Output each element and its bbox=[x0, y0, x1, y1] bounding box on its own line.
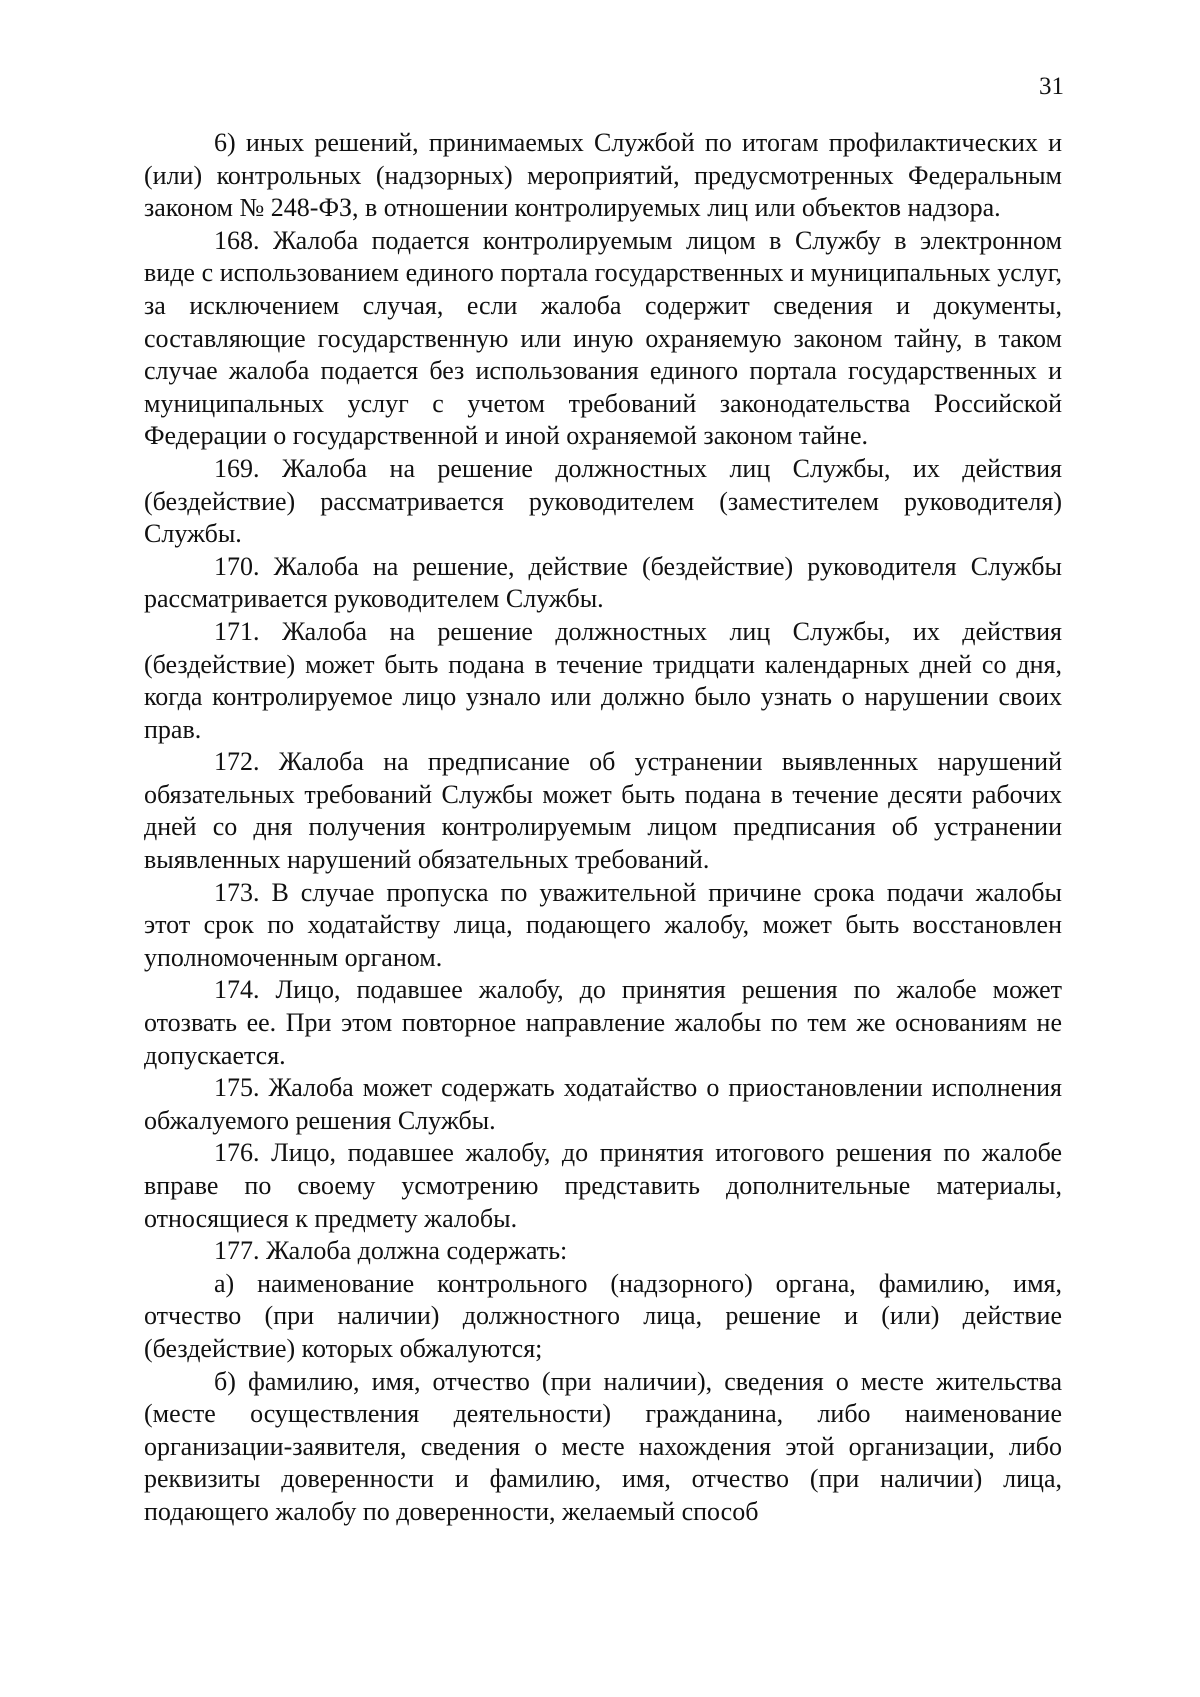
paragraph-170: 170. Жалоба на решение, действие (бездействие) руководителя Службы рассматривается руководителем Службы. bbox=[144, 551, 1062, 614]
paragraph-175: 175. Жалоба может содержать ходатайство о приостановлении исполнения обжалуемого решения Службы. bbox=[144, 1073, 1062, 1135]
paragraph-172: 172. Жалоба на предписание об устранении выявленных нарушений обязательных требований Службы может быть подана в течение десяти рабочих дней со дня получения контролируемым лицом предписания об устранении выявленных нарушений обязательных требований. bbox=[144, 747, 1062, 875]
page-number: 31 bbox=[1039, 73, 1064, 100]
paragraph-174: 174. Лицо, подавшее жалобу, до принятия решения по жалобе может отозвать ее. При этом повторное направление жалобы по тем же основаниям не допускается. bbox=[144, 975, 1062, 1070]
document-body bbox=[144, 127, 1062, 1529]
paragraph-177: 177. Жалоба должна содержать: bbox=[214, 1236, 568, 1266]
paragraph-171: 171. Жалоба на решение должностных лиц Службы, их действия (бездействие) может быть подана в течение тридцати календарных дней со дня, когда контролируемое лицо узнало или должно было узнать о нарушении своих прав. bbox=[144, 616, 1062, 744]
paragraph-169: 169. Жалоба на решение должностных лиц Службы, их действия (бездействие) рассматривается руководителем (заместителем руководителя) Службы. bbox=[144, 453, 1062, 549]
paragraph-177-b: б) фамилию, имя, отчество (при наличии), сведения о месте жительства (месте осуществления деятельности) гражданина, либо наименование организации-заявителя, сведения о месте нахождения этой организации, либо реквизиты доверенности и фамилию, имя, отчество (при наличии) лица, подающего жалобу по доверенности, желаемый способ bbox=[144, 1366, 1062, 1526]
paragraph-176: 176. Лицо, подавшее жалобу, до принятия итогового решения по жалобе вправе по своему усмотрению представить дополнительные материалы, относящиеся к предмету жалобы. bbox=[144, 1138, 1062, 1233]
paragraph-173: 173. В случае пропуска по уважительной причине срока подачи жалобы этот срок по ходатайству лица, подающего жалобу, может быть восстановлен уполномоченным органом. bbox=[144, 877, 1062, 972]
paragraph-177-a: а) наименование контрольного (надзорного) органа, фамилию, имя, отчество (при наличии) должностного лица, решение и (или) действие (бездействие) которых обжалуются; bbox=[144, 1268, 1062, 1363]
paragraph-item-6: 6) иных решений, принимаемых Службой по итогам профилактических и (или) контрольных (надзорных) мероприятий, предусмотренных Федеральным законом № 248-ФЗ, в отношении контролируемых лиц или объектов надзора. bbox=[144, 128, 1062, 223]
paragraph-168: 168. Жалоба подается контролируемым лицом в Службу в электронном виде с использованием единого портала государственных и муниципальных услуг, за исключением случая, если жалоба содержит сведения и документы, составляющие государственную или иную охраняемую законом тайну, в таком случае жалоба подается без использования единого портала государственных и муниципальных услуг с учетом требований законодательства Российской Федерации о государственной и иной охраняемой законом тайне. bbox=[144, 225, 1062, 451]
